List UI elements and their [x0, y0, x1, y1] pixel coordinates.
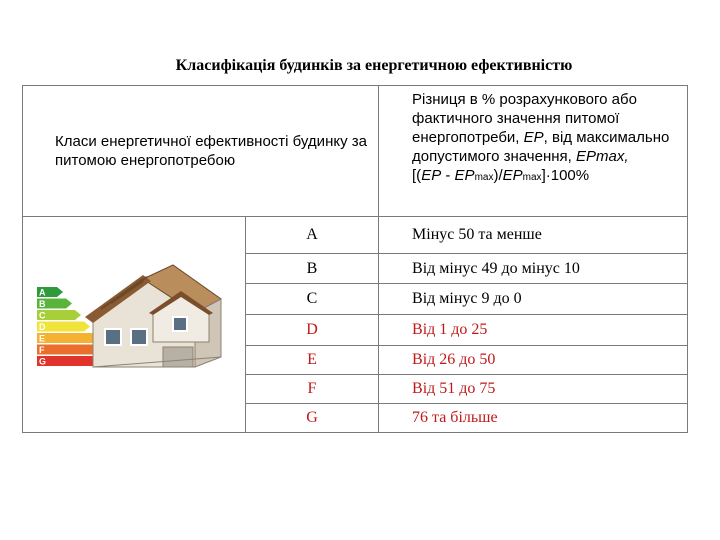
value-cell: Від 26 до 50: [379, 345, 688, 374]
class-cell: F: [246, 374, 379, 403]
energy-house-image: [23, 217, 246, 432]
header-difference-text: Різниця в % розрахункового або фактичного значення питомої енергопотреби,: [412, 91, 637, 146]
energy-class-table: [22, 85, 688, 433]
header-difference-text-2: , від максимально допустимого значення,: [412, 129, 670, 165]
formula: [412, 167, 589, 184]
formula-max-sub-2: max: [522, 172, 542, 183]
table-row: [23, 217, 688, 254]
class-cell: C: [246, 284, 379, 315]
value-cell: Від 1 до 25: [379, 315, 688, 345]
house-icon: [85, 265, 221, 367]
page-title: Класифікація будинків за енергетичною ефективністю: [175, 57, 573, 74]
value-cell: Мінус 50 та менше: [379, 217, 688, 254]
formula-open: [(: [412, 167, 422, 184]
header-difference-cell: [379, 86, 688, 217]
formula-max-sub: max: [474, 172, 494, 183]
table-header-row: [23, 86, 688, 217]
value-cell: Від 51 до 75: [379, 374, 688, 403]
epmax-symbol: EPmax,: [575, 148, 629, 165]
class-cell: A: [246, 217, 379, 254]
energy-bar-letter: E: [39, 333, 46, 344]
formula-slash: )/: [493, 167, 503, 184]
value-cell: 76 та більше: [379, 403, 688, 432]
house-illustration-cell: [23, 217, 246, 433]
class-cell: E: [246, 345, 379, 374]
header-classes-text: Класи енергетичної ефективності будинку за питомою енергопотребою: [55, 133, 367, 169]
class-cell: B: [246, 254, 379, 284]
class-cell: D: [246, 315, 379, 345]
formula-ep: EP: [421, 167, 442, 184]
energy-bar-letter: F: [39, 345, 45, 355]
energy-bar-letter: C: [39, 310, 46, 321]
energy-bar-letter: B: [39, 299, 46, 309]
header-classes-cell: [23, 86, 379, 217]
energy-bar-e: [37, 333, 99, 343]
formula-ep3: EP: [502, 167, 523, 184]
energy-bar-letter: A: [39, 287, 46, 298]
class-cell: G: [246, 403, 379, 432]
value-cell: Від мінус 49 до мінус 10: [379, 254, 688, 284]
formula-close: ]·100%: [541, 167, 590, 184]
energy-bar-letter: D: [39, 322, 46, 332]
ep-symbol: EP: [523, 129, 544, 146]
formula-minus: -: [441, 167, 455, 184]
energy-bar-letter: G: [39, 356, 47, 367]
value-cell: Від мінус 9 до 0: [379, 284, 688, 315]
formula-ep2: EP: [454, 167, 475, 184]
